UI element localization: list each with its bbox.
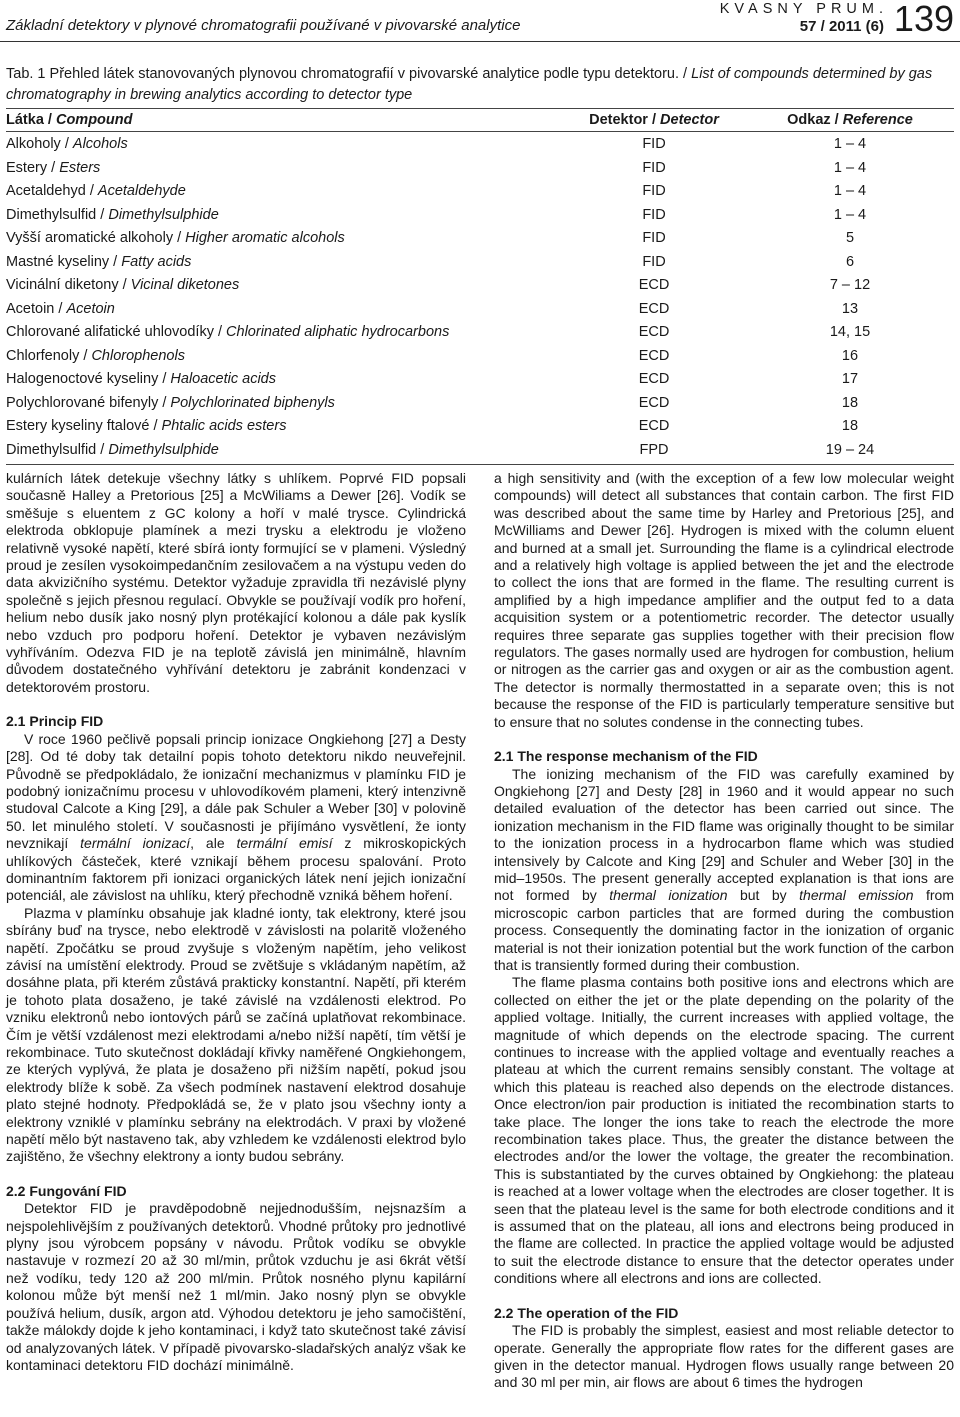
cell-detector: ECD — [638, 347, 670, 364]
paragraph: The FID is probably the simplest, easiest and most reliable detector to operate. Generally the appropriate flow rates for the different gases are given in the detector manual. Hydrogen flows usually range between 20 and 30 ml per min, air flows are about 6 times the hydrogen — [494, 1322, 954, 1391]
cell-detector: FID — [642, 253, 666, 270]
cell-detector: FPD — [639, 441, 669, 458]
table-row — [6, 180, 954, 204]
cell-reference: 1 – 4 — [833, 206, 867, 223]
cell-compound: Vyšší aromatické alkoholy / Higher aromatic alcohols — [6, 230, 345, 246]
paragraph: V roce 1960 pečlivě popsali princip ionizace Ongkiehong [27] a Desty [28]. Od té doby tak detailní popis tohoto detektoru nikdo neuveřejnil. Původně se předpokládalo, že ionizační mechanizmus v plamínku FID je podobný ionizačnímu procesu v uhlovodíkovém plameni, který intenzivně studoval Calcote a King [29], a dále pak Schuler a Weber [30] v polovině 50. let minulého století. V současnosti je přijímáno vysvětlení, že ionty nevznikají termální ionizací, ale termální emisí z mikroskopických uhlíkových částeček, které vznikají během procesu spalování. Proto dominantním faktorem při ionizaci organických látek není jejich ionizační potenciál, ale závislost na uhlíku, který přechodně vzniká během hoření. — [6, 730, 466, 904]
paragraph: Detektor FID je pravděpodobně nejjednodušším, nejsnazším a nejspolehlivějším z používaných detektorů. Vhodné průtoky pro jednotlivé plyny jsou výrobcem popsány v návodu. Průtok vodíku se obvykle nastavuje v rozmezí 20 až 30 ml/min, průtok vzduchu je asi 6krát větší než vodíku, tedy 120 až 200 ml/min. Průtok nosného plynu kapilární kolonou může být menší než 1 ml/min. Jako nosný plyn se obvykle používá helium, dusík, argon atd. Výhodou detektoru je jeho samočištění, takže málokdy dojde k jeho kontaminaci, i když tato skutečnost také závisí od analyzovaných látek. V případě pivovarsko-sladařských analýz však ke kontaminaci detektoru FID dochází minimálně. — [6, 1200, 466, 1373]
table-row — [6, 298, 954, 322]
table-row — [6, 251, 954, 275]
cell-detector: ECD — [638, 277, 670, 293]
section-heading: 2.1 Princip FID — [6, 713, 104, 730]
cell-reference: 18 — [841, 418, 859, 434]
cell-reference: 17 — [841, 371, 859, 387]
cell-detector: FID — [642, 136, 666, 152]
table-row — [6, 368, 954, 392]
cell-detector: FID — [642, 206, 666, 223]
table-row — [6, 227, 954, 251]
cell-reference: 7 – 12 — [829, 277, 871, 293]
running-title: Základní detektory v plynové chromatografii používané v pivovarské analytice — [6, 17, 521, 34]
header-detector: Detektor / Detector — [589, 112, 719, 128]
cell-compound: Halogenoctové kyseliny / Haloacetic acids — [6, 371, 276, 387]
paragraph: kulárních látek detekuje všechny látky s uhlíkem. Poprvé FID popsali současně Halley a Pretorious [25] a McWiliams a Dewer [26]. Vodík se směšuje s eluentem z GC kolony a hoří v malé trysce. Cylindrická elektroda obklopuje plamínek a mezi trysku a elektrodu je vloženo relativně vysoké napětí, které sbírá ionty formující se v plameni. Výsledný proud je zesílen vysokoimpedančním zesilovačem a na výstupu veden do data akvizičního systému. Detektor vyžaduje zpravidla tři nezávislé plyny společně s jejich přesnou regulací. Obvykle se používají vodík pro hoření, helium nebo dusík jako nosný plyn protékající kolonou a dále pak kyslík nebo vzduch pro podporu hoření. Detektor je vybaven nezávislým vyhříváním. Odezva FID je na teplotě závislá jen minimálně, hlavním důvodem dostatečného vyhřívání detektoru je zabránit kondenzaci v detektorovém prostoru. — [6, 470, 466, 695]
table-row — [6, 345, 954, 369]
cell-compound: Vicinální diketony / Vicinal diketones — [6, 277, 240, 293]
cell-compound: Dimethylsulfid / Dimethylsulphide — [6, 206, 219, 223]
cell-reference: 14, 15 — [829, 324, 871, 340]
journal-name: KVASNY PRUM. — [719, 1, 888, 17]
cell-compound: Acetoin / Acetoin — [6, 300, 115, 317]
paragraph: The ionizing mechanism of the FID was carefully examined by Ongkiehong [27] and Desty [28] in 1960 and it would appear no such detailed evaluation of the detector has been carried out since. The ionization mechanism in the FID flame was originally thought to be similar to the ionization process in a hydrocarbon flame which was studied intensively by Calcote and King [29] and Schuler and Weber [30] in the mid–1950s. The present generally accepted explanation is that ions are not formed by thermal ionization but by thermal emission from microscopic carbon particles that are formed during the combustion process. Consequently the dominating factor in the ionization of organic material is not their ionization potential but the work function of the carbon that is transiently formed during their combustion. — [494, 765, 954, 973]
cell-detector: FID — [642, 159, 666, 176]
header-compound: Látka / Compound — [6, 112, 133, 128]
cell-reference: 1 – 4 — [833, 159, 867, 176]
section-heading: 2.2 Fungování FID — [6, 1182, 127, 1199]
cell-compound: Mastné kyseliny / Fatty acids — [6, 253, 192, 270]
cell-compound: Polychlorované bifenyly / Polychlorinated biphenyls — [6, 394, 335, 411]
table-body — [6, 133, 954, 462]
cell-detector: ECD — [638, 300, 670, 317]
cell-detector: FID — [642, 183, 666, 199]
table-row — [6, 157, 954, 181]
section-heading: 2.1 The response mechanism of the FID — [494, 748, 758, 765]
table-row — [6, 274, 954, 298]
table-header-row — [6, 108, 954, 132]
paragraph: The flame plasma contains both positive ions and electrons which are collected on either the jet or the plate depending on the polarity of the applied voltage. Initially, the current increases with applied voltage, the magnitude of which depends on the electrode spacing. The current continues to increase with the applied voltage and eventually reaches a plateau at which the current remains sensibly constant. The voltage at which this plateau is reached also depends on the electrode distances. Once electron/ion pair production is initiated the recombination starts to take place. The longer the ions take to reach the electrode the more recombination takes place. Thus, the greater the distance between the electrodes and/or the lower the voltage, the greater the recombination. This is substantiated by the curves obtained by Ongkiehong: the plateau is reached at a lower voltage when the electrodes are closer together. It is seen that the plateau level is the same for both electrode conditions and it is assumed that on the plateau, all ions and electrons being produced in the flame are collected. In practice the applied voltage would be adjusted to suit the electrode distance to ensure that the detector operates under conditions where all electrons and ions are collected. — [494, 974, 954, 1287]
right-column-en — [494, 470, 954, 1392]
cell-detector: ECD — [638, 324, 670, 340]
cell-reference: 1 – 4 — [833, 136, 867, 152]
cell-detector: ECD — [638, 371, 670, 387]
cell-detector: FID — [642, 230, 666, 246]
left-column-cz — [6, 470, 466, 1374]
cell-compound: Acetaldehyd / Acetaldehyde — [6, 183, 186, 199]
header-divider — [0, 41, 960, 42]
table-row — [6, 415, 954, 439]
cell-compound: Estery kyseliny ftalové / Phtalic acids esters — [6, 418, 287, 434]
cell-reference: 16 — [841, 347, 859, 364]
cell-compound: Chlorované alifatické uhlovodíky / Chlorinated aliphatic hydrocarbons — [6, 324, 450, 340]
cell-reference: 5 — [845, 230, 855, 246]
cell-compound: Dimethylsulfid / Dimethylsulphide — [6, 441, 219, 458]
table-row — [6, 133, 954, 157]
page-header — [0, 0, 960, 52]
page-number: 139 — [893, 0, 954, 39]
cell-reference: 19 – 24 — [825, 441, 875, 458]
table-caption — [6, 64, 954, 106]
cell-reference: 13 — [841, 300, 859, 317]
paragraph: a high sensitivity and (with the exception of a few low molecular weight compounds) will detect all substances that contain carbon. The first FID was described about the same time by Harley and Pretorious [25], and McWilliams and Dewer [26]. Hydrogen is mixed with the column eluent and burned at a small jet. Surrounding the flame is a cylindrical electrode and a relatively high voltage is applied between the jet and the electrode to collect the ions that are formed in the flame. The resulting current is amplified by a high impedance amplifier and the output fed to a data acquisition system or a potentiometric recorder. The detector usually requires three separate gas supplies together with their precision flow regulators. The gases normally used are hydrogen for combustion, helium or nitrogen as the carrier gas and oxygen or air as the combustion agent. The detector is normally thermostatted in a separate oven; this is not because the response of the FID is particularly temperature sensitive but to ensure that no solutes condense in the connecting tubes. — [494, 470, 954, 730]
cell-compound: Chlorfenoly / Chlorophenols — [6, 347, 185, 364]
paragraph: Plazma v plamínku obsahuje jak kladné ionty, tak elektrony, které jsou sbírány buď na trysce, nebo elektrodě v závislosti na polaritě vloženého napětí. Zpočátku se proud zvyšuje s vloženým napětím, jeho velikost závisí na umístění elektrody. Proud se zvětšuje s vkládaným napětím, až dosáhne plata, při kterém zůstává prakticky konstantní. Napětí, při kterém je tohoto plata dosaženo, je také závislé na vzdálenosti elektrod. Po vzniku elektronů nebo iontových párů se začíná uplatňovat rekombinace. Čím je větší vzdálenost mezi elektrodami a/nebo nižší napětí, tím větší je rekombinace. Tuto skutečnost dokládají křivky naměřené Ongkiehongem, ze kterých vyplývá, že plata je dosaženo při nižším napětí, pokud jsou elektrody blíže k sobě. Za všech podmínek nastavení elektrod dosahuje plato stejné hodnoty. Předpokládá se, že v plato jsou všechny ionty a elektrony vzniklé v plamínku sebrány na elektrodách. V praxi by vložené napětí mělo být nastaveno tak, aby vzhledem ke vzdálenosti elektrod bylo zajištěno, že všechny elektrony a ionty budou sebrány. — [6, 904, 466, 1165]
table-row — [6, 204, 954, 228]
cell-compound: Estery / Esters — [6, 159, 101, 176]
cell-detector: ECD — [638, 394, 670, 411]
cell-detector: ECD — [638, 418, 670, 434]
compounds-table — [6, 108, 954, 465]
section-heading: 2.2 The operation of the FID — [494, 1304, 679, 1321]
table-row — [6, 439, 954, 463]
caption-en: List of compounds determined by gas chromatography in brewing analytics according to detector type — [6, 66, 933, 103]
cell-reference: 1 – 4 — [833, 183, 867, 199]
caption-cz: Tab. 1 Přehled látek stanovovaných plynovou chromatografií v pivovarské analytice podle typu detektoru. / — [6, 66, 692, 82]
cell-compound: Alkoholy / Alcohols — [6, 136, 128, 152]
header-reference: Odkaz / Reference — [787, 112, 913, 128]
cell-reference: 18 — [841, 394, 859, 411]
cell-reference: 6 — [845, 253, 855, 270]
table-row — [6, 321, 954, 345]
journal-issue: 57 / 2011 (6) — [799, 18, 884, 35]
table-bottom-rule — [6, 464, 954, 465]
table-row — [6, 392, 954, 416]
